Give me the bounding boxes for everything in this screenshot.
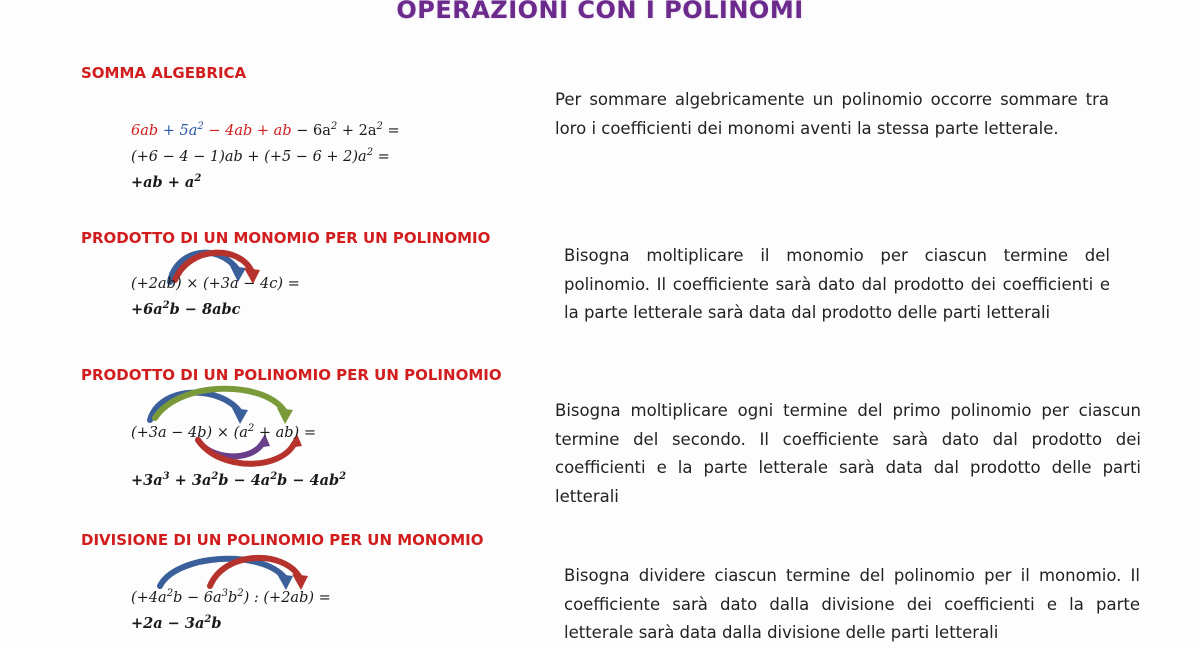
- formula-line: (+2ab) × (+3a − 4c) =: [131, 276, 300, 292]
- formula-line: $(+3a - 4b) \times (a^2 + ab)$ =: [131, 423, 316, 441]
- section-description-monomio: Bisogna moltiplicare il monomio per ciascun termine del polinomio. Il coefficiente sarà dato dal prodotto dei coefficienti e la parte letterale sarà data dal prodotto delle parti letterali: [564, 246, 1110, 322]
- page-title: OPERAZIONI CON I POLINOMI: [396, 0, 804, 24]
- formula-line: $(+4a^2b - 6a^3b^2)$ : (+2ab) =: [131, 588, 331, 606]
- formula-result: $+2a - 3a^2b$: [131, 613, 222, 632]
- formula-result: $+6a^2b - 8abc$: [131, 300, 241, 318]
- formula-line: $6ab + 5a^2 - 4ab$ + ab − $6a^2 + 2a^2$ =: [131, 121, 400, 139]
- section-description-divisione: Bisogna dividere ciascun termine del polinomio per il monomio. Il coefficiente sarà dato dalla divisione dei coefficienti e la parte letterale sarà data dalla divisione delle parti letterali: [564, 566, 1140, 642]
- formula-result: $+3a^3 + 3a^2b - 4a^2b - 4ab^2$: [131, 470, 347, 489]
- formula-line: $(+6 - 4 - 1)ab + (+5 - 6 + 2)a^2$ =: [131, 146, 390, 165]
- formula-divisione: [131, 583, 331, 634]
- section-description-polinomio: Bisogna moltiplicare ogni termine del primo polinomio per ciascun termine del secondo. Il coefficiente sarà dato dal prodotto dei coefficienti e la parte letterale sarà data dal prodotto delle parti letterali: [555, 401, 1141, 506]
- section-heading-polinomio: PRODOTTO DI UN POLINOMIO PER UN POLINOMIO: [81, 366, 502, 384]
- formula-result: $+ab + a^2$: [131, 172, 202, 191]
- section-heading-somma: SOMMA ALGEBRICA: [81, 64, 247, 82]
- section-heading-divisione: DIVISIONE DI UN POLINOMIO PER UN MONOMIO: [81, 531, 484, 549]
- section-heading-monomio: PRODOTTO DI UN MONOMIO PER UN POLINOMIO: [81, 229, 491, 247]
- section-description-somma: Per sommare algebricamente un polinomio occorre sommare tra loro i coefficienti dei monomi aventi la stessa parte letterale.: [555, 90, 1109, 138]
